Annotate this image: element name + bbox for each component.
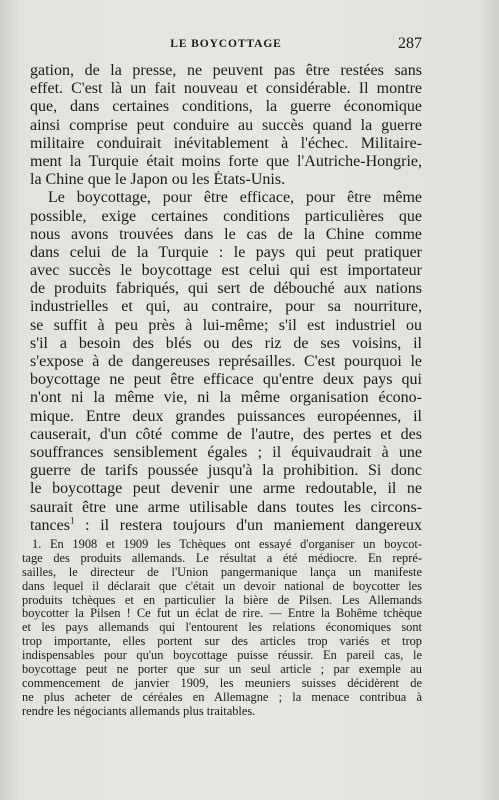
text-line: gation, de la presse, ne peuvent pas être restées sans	[30, 62, 422, 79]
text-line: souffrances sensiblement égales ; il équivaudrait à une	[30, 443, 422, 461]
page-number: 287	[398, 35, 422, 52]
text-line: s'expose à de dangereuses représailles. C'est pourquoi le	[30, 353, 422, 370]
footnote-line: rendre les négociants allemands plus traitables.	[22, 704, 256, 718]
footnote-line: et les pays allemands qui l'entourent les relations économiques sont	[22, 621, 422, 635]
footnotes	[22, 538, 422, 719]
text-fragment: tances	[30, 516, 70, 534]
footnote-line: boycotter la Pilsen ! Ce fut un éclat de rire. — Entre la Bohême tchèque	[22, 607, 422, 621]
main-text	[30, 62, 422, 535]
footnote-line: commencement de janvier 1909, les meuniers suisses décidèrent de	[22, 676, 422, 690]
text-line: saurait être une arme utilisable dans toutes les circons-	[30, 498, 422, 516]
text-line: n'ont ni la même vie, ni la même organisation écono-	[30, 389, 422, 407]
text-line: s'il a besoin des blés ou des riz de ses voisins, il	[30, 334, 422, 352]
text-line: mique. Entre deux grandes puissances européennes, il	[30, 407, 422, 425]
footnote-line: ne plus acheter de céréales en Allemagne ; la menace contribua à	[22, 690, 422, 704]
text-line: ment la Turquie était moins forte que l'Autriche-Hongrie,	[30, 152, 422, 170]
footnote-reference[interactable]: 1	[69, 516, 75, 526]
text-line: avec succès le boycottage est celui qui est importateur	[30, 262, 422, 280]
text-line: nous avons trouvées dans le cas de la Chine comme	[30, 225, 422, 243]
page-header	[30, 36, 422, 56]
text-line: possible, exige certaines conditions particulières que	[30, 207, 422, 225]
text-line: boycottage ne peut être efficace qu'entre deux pays qui	[30, 371, 422, 389]
running-title: LE BOYCOTTAGE	[170, 38, 282, 50]
text-line: causerait, d'un côté comme de l'autre, des pertes et des	[30, 425, 422, 443]
footnote-line: indispensables pour qu'un boycottage puisse réussir. En pareil cas, le	[22, 649, 422, 663]
text-line: Le boycottage, pour être efficace, pour être même	[48, 189, 422, 207]
footnote-line: tage des produits allemands. Le résultat a été médiocre. En repré-	[22, 551, 422, 565]
footnote-line: trop importante, elles portent sur des articles trop variés et trop	[22, 635, 422, 649]
text-line: effet. C'est là un fait nouveau et considérable. Il montre	[30, 80, 422, 98]
text-line: se suffit à peu près à lui-même; s'il est industriel ou	[30, 316, 422, 334]
text-line: que, dans certaines conditions, la guerre économique	[30, 98, 422, 116]
text-fragment: : il restera toujours d'un maniement dangereux	[85, 516, 422, 534]
footnote-line: boycottage peut ne porter que sur un seul article ; par exemple au	[22, 663, 422, 677]
footnote-line: produits tchèques et en particulier la bière de Pilsen. Les Allemands	[22, 593, 422, 607]
text-line: ainsi comprise peut conduire au succès quand la guerre	[30, 116, 422, 134]
text-line: militaire conduirait inévitablement à l'échec. Militaire-	[30, 134, 422, 152]
text-line: le boycottage peut devenir une arme redoutable, il ne	[30, 480, 422, 498]
text-line: de produits fabriqués, qui sert de débouché aux nations	[30, 280, 422, 298]
footnote-line: dans lequel il déclarait que c'était un devoir national de boycotter les	[22, 579, 422, 593]
text-line	[30, 517, 422, 535]
text-line: industrielles et qui, au contraire, pour sa nourriture,	[30, 298, 422, 316]
footnote-line: 1. En 1908 et 1909 les Tchèques ont essayé d'organiser un boycot-	[32, 538, 422, 551]
text-line: la Chine que le Japon ou les États-Unis.	[30, 171, 286, 189]
footnote-line: sailles, le directeur de l'Union pangermanique lança un manifeste	[22, 565, 422, 579]
text-line: dans celui de la Turquie : le pays qui peut pratiquer	[30, 243, 422, 261]
text-line: guerre de tarifs poussée jusqu'à la prohibition. Si donc	[30, 462, 422, 480]
